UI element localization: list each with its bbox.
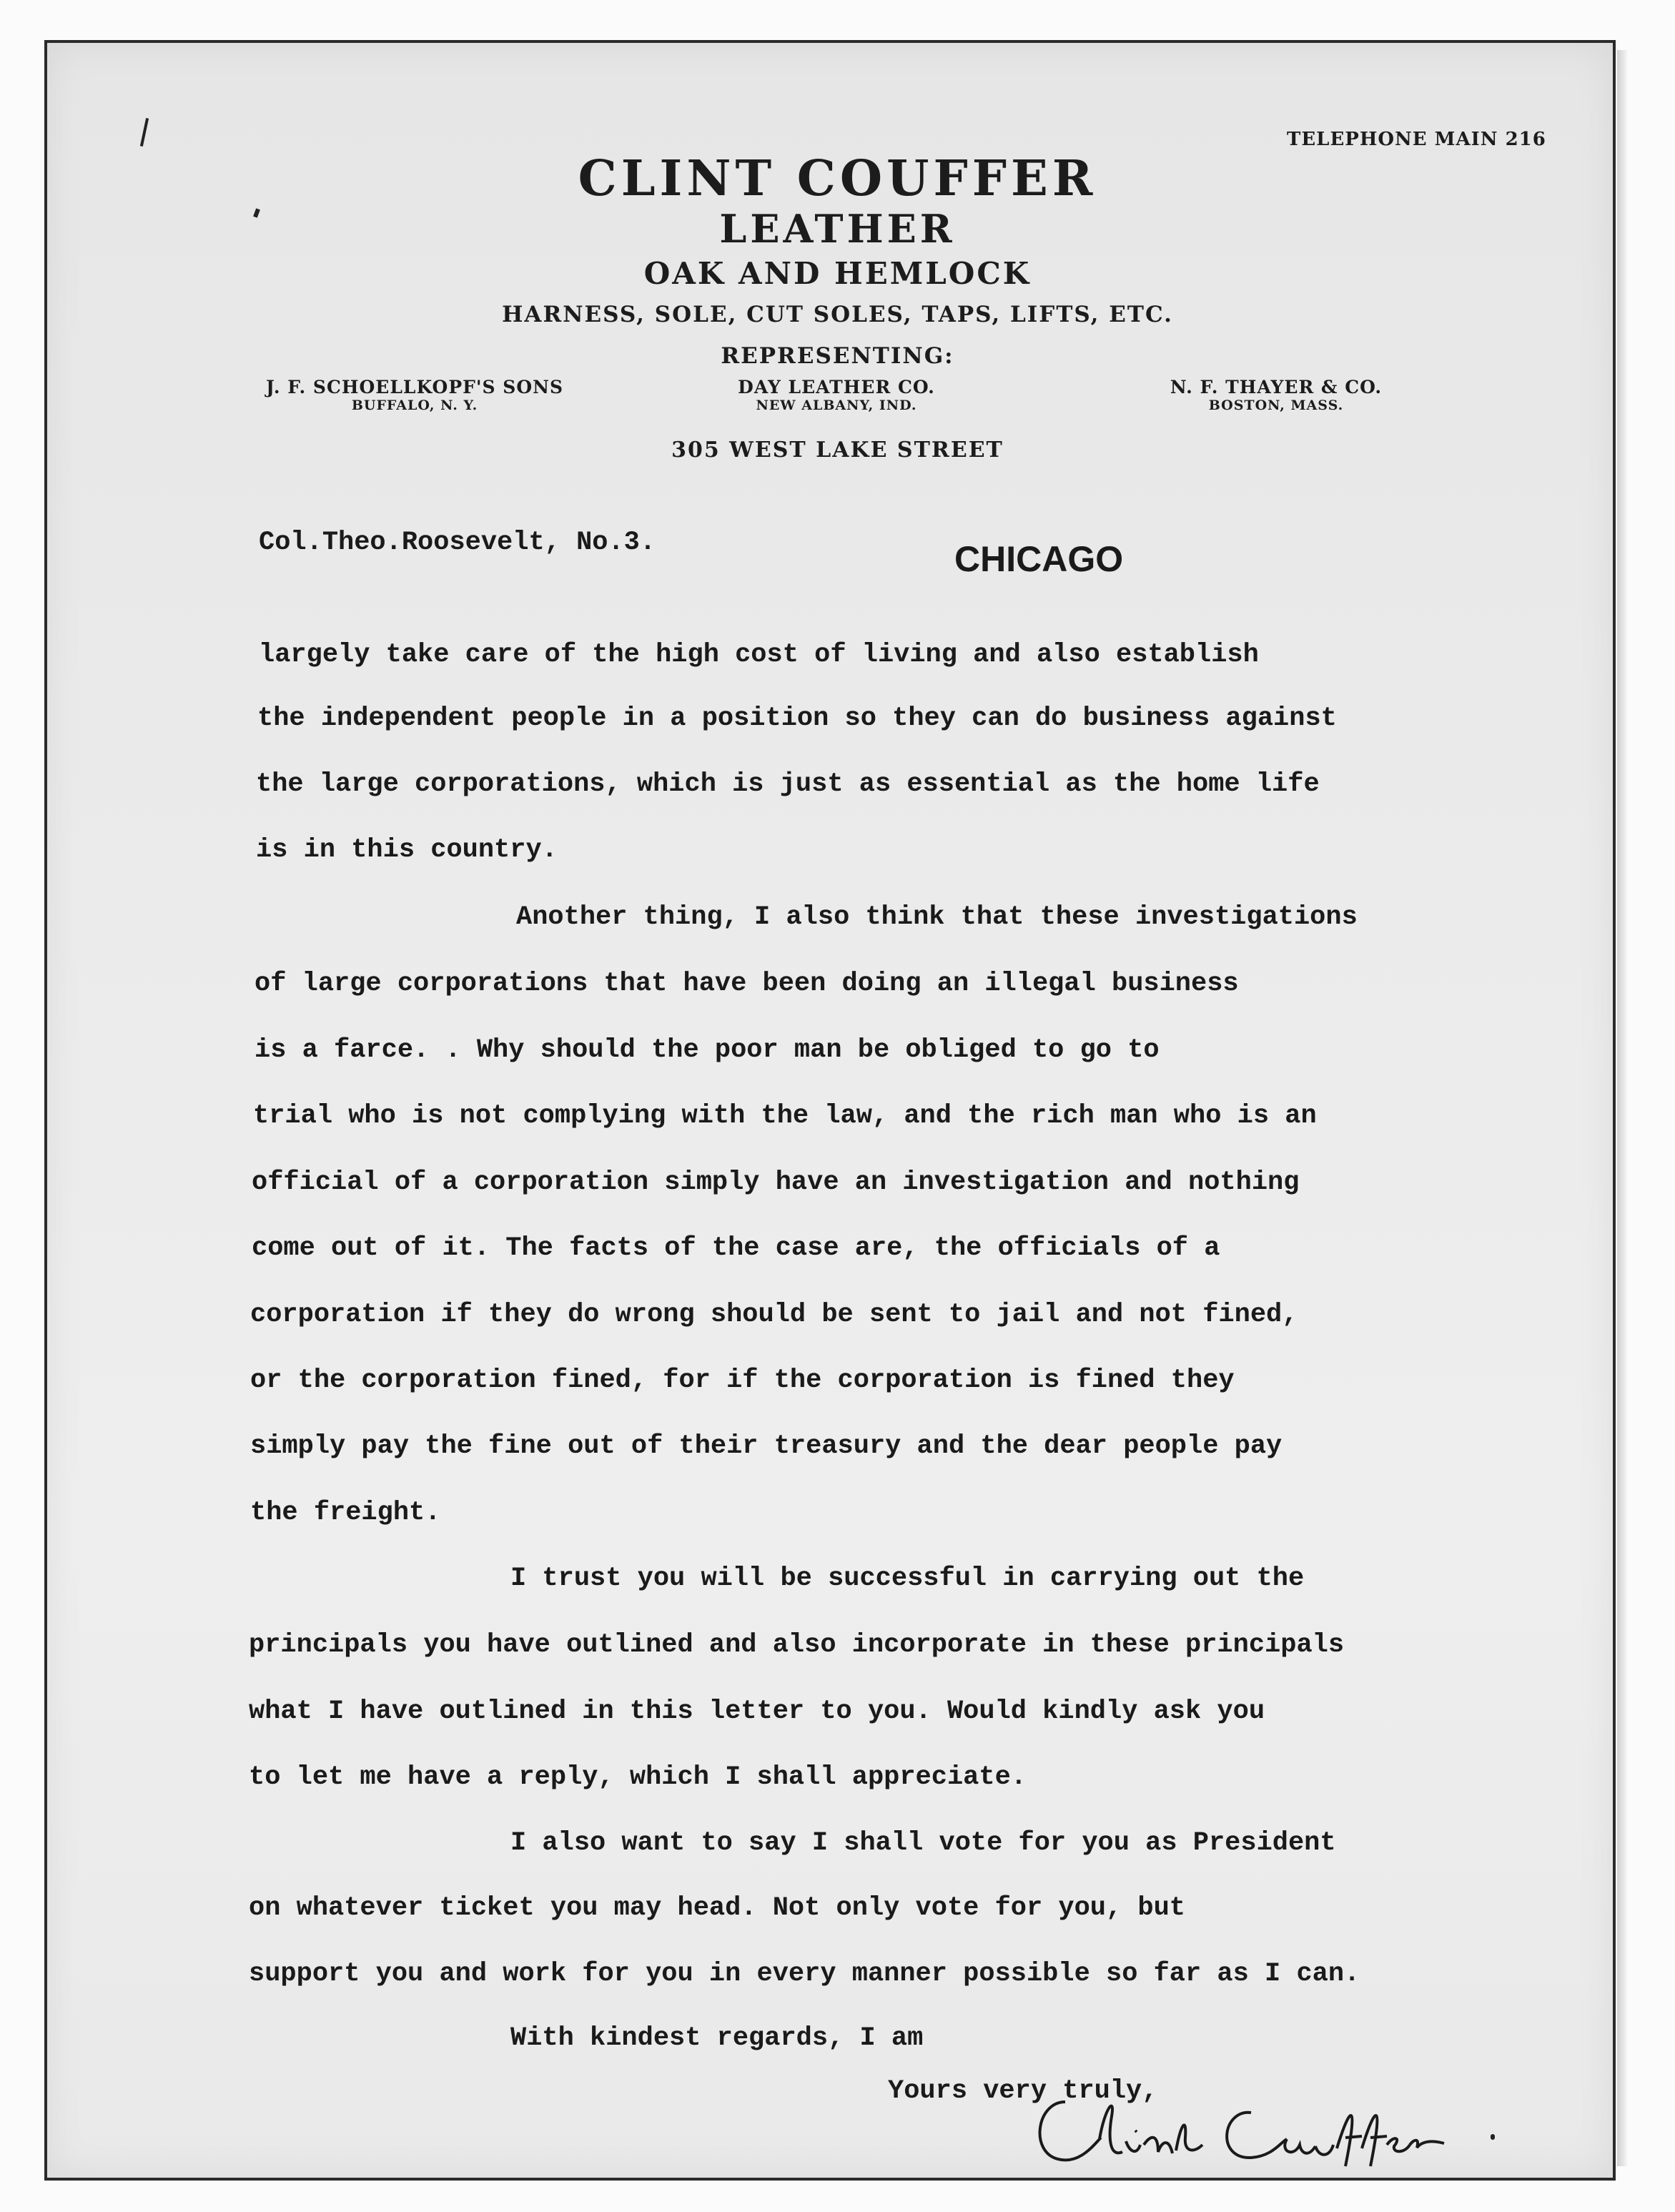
trade-line: LEATHER xyxy=(719,206,956,252)
firm-location: BOSTON, MASS. xyxy=(1208,398,1344,413)
body-line: or the corporation fined, for if the corporation is fined they xyxy=(250,1366,1235,1396)
firm-location: NEW ALBANY, IND. xyxy=(756,398,917,413)
firm-location: BUFFALO, N. Y. xyxy=(351,398,478,413)
street-address: 305 WEST LAKE STREET xyxy=(671,438,1004,463)
firm-thayer xyxy=(1097,377,1455,413)
firm-schoellkopf xyxy=(236,377,593,413)
firm-day-leather xyxy=(658,377,1015,413)
body-line: the large corporations, which is just as essential as the home life xyxy=(256,769,1320,799)
body-line: trial who is not complying with the law, and the rich man who is an xyxy=(253,1101,1317,1131)
firm-name: N. F. THAYER & CO. xyxy=(1170,377,1383,398)
products-line: HARNESS, SOLE, CUT SOLES, TAPS, LIFTS, ETC. xyxy=(502,302,1173,327)
body-line: is in this country. xyxy=(256,835,558,865)
company-name: CLINT COUFFER xyxy=(578,150,1097,207)
material-line: OAK AND HEMLOCK xyxy=(643,256,1032,291)
signature xyxy=(1015,2073,1458,2181)
firm-name: DAY LEATHER CO. xyxy=(738,377,935,398)
city: CHICAGO xyxy=(954,539,1124,579)
body-line: largely take care of the high cost of living and also establish xyxy=(259,640,1259,670)
body-line: the independent people in a position so they can do business against xyxy=(257,703,1337,734)
body-line: official of a corporation simply have an investigation and nothing xyxy=(252,1167,1300,1198)
body-line: the freight. xyxy=(250,1498,441,1528)
page-heading: Col.Theo.Roosevelt, No.3. xyxy=(259,528,656,558)
firm-name: J. F. SCHOELLKOPF'S SONS xyxy=(265,377,564,398)
body-line: corporation if they do wrong should be sent to jail and not fined, xyxy=(250,1300,1298,1330)
body-line: support you and work for you in every manner possible so far as I can. xyxy=(249,1959,1360,1989)
body-line: simply pay the fine out of their treasury and the dear people pay xyxy=(250,1431,1283,1461)
body-line: on whatever ticket you may head. Not only vote for you, but xyxy=(249,1893,1186,1923)
body-line: I also want to say I shall vote for you as President xyxy=(510,1828,1336,1858)
body-line: I trust you will be successful in carrying out the xyxy=(510,1564,1305,1594)
closing: Yours very truly, xyxy=(888,2076,1158,2106)
signature-scrawl xyxy=(1015,2073,1458,2181)
body-line: what I have outlined in this letter to you. Would kindly ask you xyxy=(249,1697,1265,1727)
body-line: principals you have outlined and also incorporate in these principals xyxy=(249,1630,1345,1660)
body-line: is a farce. . Why should the poor man be obliged to go to xyxy=(255,1035,1160,1065)
body-line: come out of it. The facts of the case are, the officials of a xyxy=(252,1233,1220,1263)
representing-label: REPRESENTING: xyxy=(721,343,954,369)
body-line: of large corporations that have been doing an illegal business xyxy=(255,969,1239,999)
telephone-number: TELEPHONE MAIN 216 xyxy=(1287,129,1546,150)
body-line: Another thing, I also think that these investigations xyxy=(516,902,1358,932)
body-line: With kindest regards, I am xyxy=(510,2023,924,2053)
body-line: to let me have a reply, which I shall appreciate. xyxy=(249,1762,1027,1792)
stray-mark xyxy=(1491,2134,1495,2140)
